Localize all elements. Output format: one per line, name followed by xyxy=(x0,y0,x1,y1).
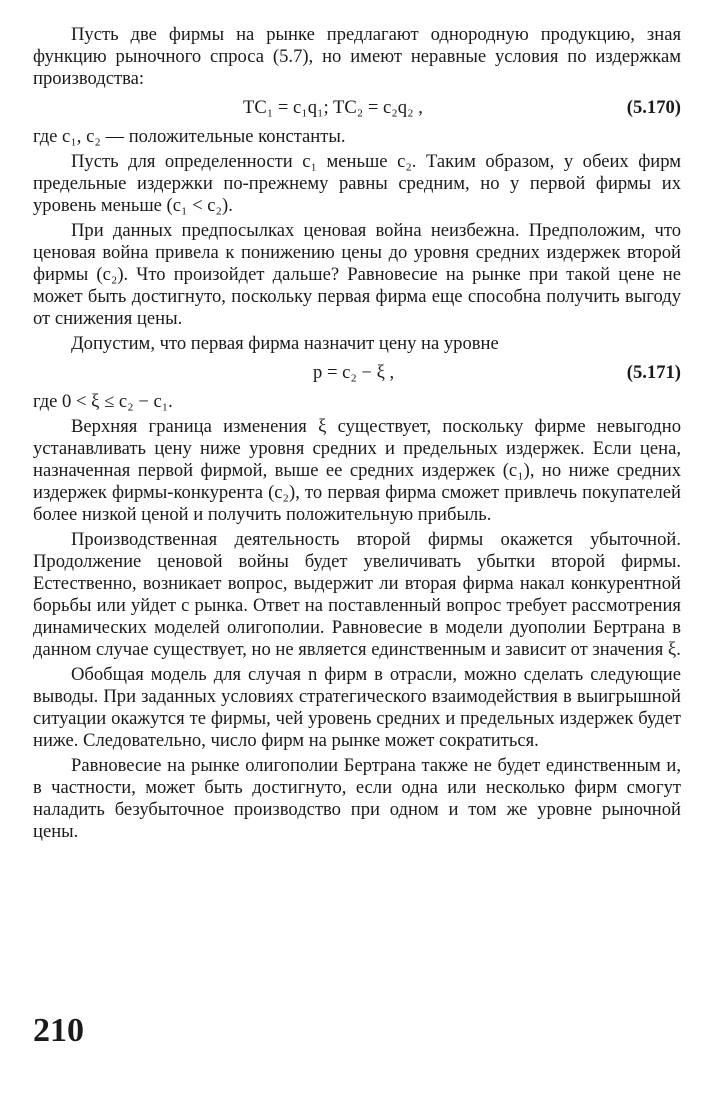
paragraph-7: Обобщая модель для случая n фирм в отрасли, можно сделать следующие выводы. При заданных условиях стратегического взаимодействия в выигрышной ситуации окажутся те фирмы, чей уровень средних и предельных издержек будет ниже. Следовательно, число фирм на рынке может сократиться. xyxy=(33,664,681,751)
paragraph-1-continuation: где c₁, c₂ — положительные константы. xyxy=(33,126,346,147)
paragraph-2: Пусть для определенности c₁ меньше c₂. Таким образом, у обеих фирм предельные издержки по-прежнему равны средним, но у первой фирмы их уровень меньше (c₁ < c₂). xyxy=(33,151,681,216)
paragraph-8: Равновесие на рынке олигополии Бертрана также не будет единственным и, в частности, может быть достигнуто, если одна или несколько фирм смогут наладить безубыточное производство при одном и том же уровне рыночной цены. xyxy=(33,755,681,842)
equation-number-5-170: (5.170) xyxy=(626,97,681,118)
paragraph-1: Пусть две фирмы на рынке предлагают однородную продукцию, зная функцию рыночного спроса (5.7), но имеют неравные условия по издержкам производства: xyxy=(33,24,681,89)
equation-number-5-171: (5.171) xyxy=(626,362,681,383)
formula-5-171: p = c₂ − ξ , xyxy=(313,362,395,383)
formula-5-170: TC₁ = c₁q₁; TC₂ = c₂q₂ , xyxy=(243,97,423,118)
formula-5-171-row xyxy=(33,359,681,389)
paragraph-4: Допустим, что первая фирма назначит цену на уровне xyxy=(71,333,499,354)
paragraph-4-continuation: где 0 < ξ ≤ c₂ − c₁. xyxy=(33,391,173,412)
paragraph-5: Верхняя граница изменения ξ существует, поскольку фирме невыгодно устанавливать цену ниже уровня средних и предельных издержек. Если цена, назначенная первой фирмой, выше ее средних издержек (c₁), но ниже средних издержек фирмы-конкурента (c₂), то первая фирма сможет привлечь покупателей более низкой ценой и получить положительную прибыль. xyxy=(33,416,681,525)
paragraph-6: Производственная деятельность второй фирмы окажется убыточной. Продолжение ценовой войны будет увеличивать убытки второй фирмы. Естественно, возникает вопрос, выдержит ли вторая фирма накал конкурентной борьбы или уйдет с рынка. Ответ на поставленный вопрос требует рассмотрения динамических моделей олигополии. Равновесие в модели дуополии Бертрана в данном случае существует, но не является единственным и зависит от значения ξ. xyxy=(33,529,681,660)
page-body xyxy=(33,24,681,846)
formula-5-170-row xyxy=(33,94,681,124)
paragraph-3: При данных предпосылках ценовая война неизбежна. Предположим, что ценовая война привела к понижению цены до уровня средних издержек второй фирмы (c₂). Что произойдет дальше? Равновесие на рынке при такой цене не может быть достигнуто, поскольку первая фирма еще способна получить выгоду от снижения цены. xyxy=(33,220,681,329)
page-number: 210 xyxy=(33,1012,84,1049)
